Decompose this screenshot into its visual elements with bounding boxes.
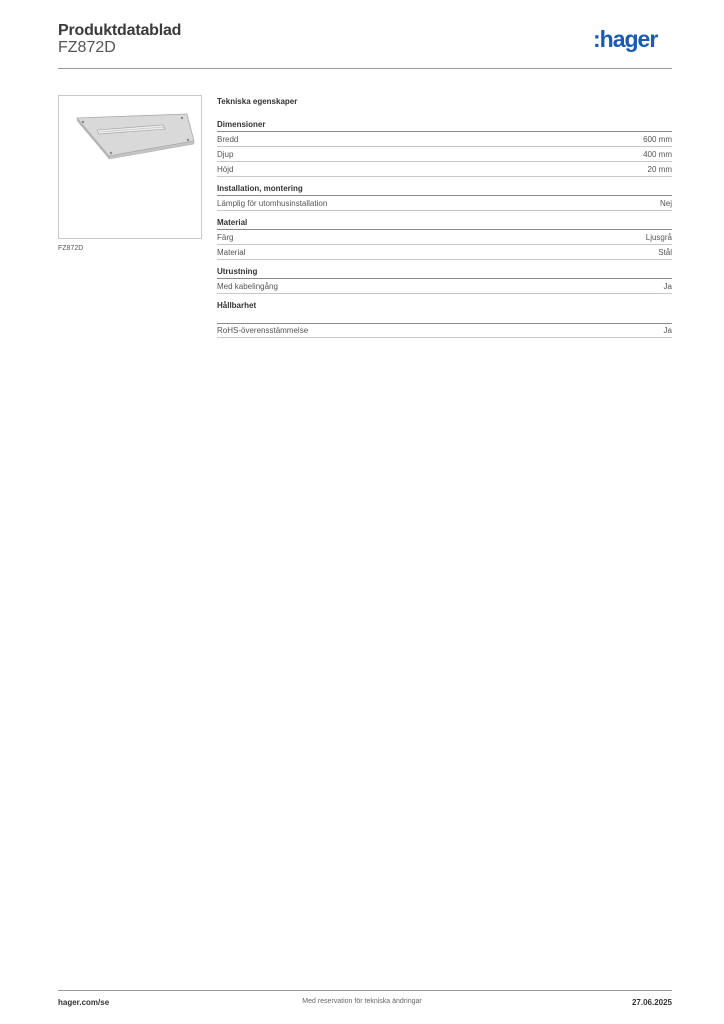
footer-disclaimer: Med reservation för tekniska ändringar: [302, 998, 422, 1005]
spec-row-kabelingang: [217, 279, 672, 294]
header-divider: [58, 68, 672, 69]
section-heading-hallbarhet: Hållbarhet: [217, 301, 257, 310]
section-heading-material: Material: [217, 217, 672, 230]
section-spacer: [217, 313, 672, 323]
section-heading-installation: Installation, montering: [217, 183, 672, 196]
section-heading-dimensioner: Dimensioner: [217, 119, 672, 132]
spec-row-rohs: [217, 323, 672, 338]
spec-row-bredd: [217, 132, 672, 147]
image-caption: FZ872D: [58, 245, 84, 252]
technical-specs: [217, 97, 672, 338]
spec-value: Ljusgrå: [645, 232, 672, 242]
spec-label: Färg: [217, 232, 234, 242]
footer-website-link[interactable]: hager.com/se: [58, 998, 110, 1007]
spec-label: RoHS-överensstämmelse: [217, 326, 309, 335]
spec-label: Höjd: [217, 164, 234, 174]
page-title: Produktdatablad: [58, 22, 182, 39]
spec-row-material: [217, 245, 672, 260]
flat-metal-cover-plate-image: [59, 96, 201, 238]
spec-label: Material: [217, 247, 246, 257]
spec-row-djup: [217, 147, 672, 162]
spec-value: Ja: [663, 281, 672, 291]
spec-row-hojd: [217, 162, 672, 177]
spec-value: Stål: [658, 247, 672, 257]
spec-label: Bredd: [217, 134, 239, 144]
spec-label: Djup: [217, 149, 234, 159]
spec-value: Ja: [663, 326, 672, 335]
footer-date: 27.06.2025: [631, 998, 672, 1007]
spec-value: Nej: [659, 198, 672, 208]
footer-divider: [58, 990, 672, 991]
product-code: FZ872D: [58, 39, 116, 56]
section-heading-utrustning: Utrustning: [217, 266, 672, 279]
specs-title: Tekniska egenskaper: [217, 97, 298, 106]
hager-logo[interactable]: :hager: [593, 26, 658, 52]
spec-row-utomhus: [217, 196, 672, 211]
spec-label: Med kabelingång: [217, 281, 278, 291]
product-image: [58, 95, 202, 239]
spec-label: Lämplig för utomhusinstallation: [217, 198, 328, 208]
spec-value: 600 mm: [643, 134, 672, 144]
spec-value: 400 mm: [643, 149, 672, 159]
spec-row-farg: [217, 230, 672, 245]
spec-value: 20 mm: [647, 164, 672, 174]
